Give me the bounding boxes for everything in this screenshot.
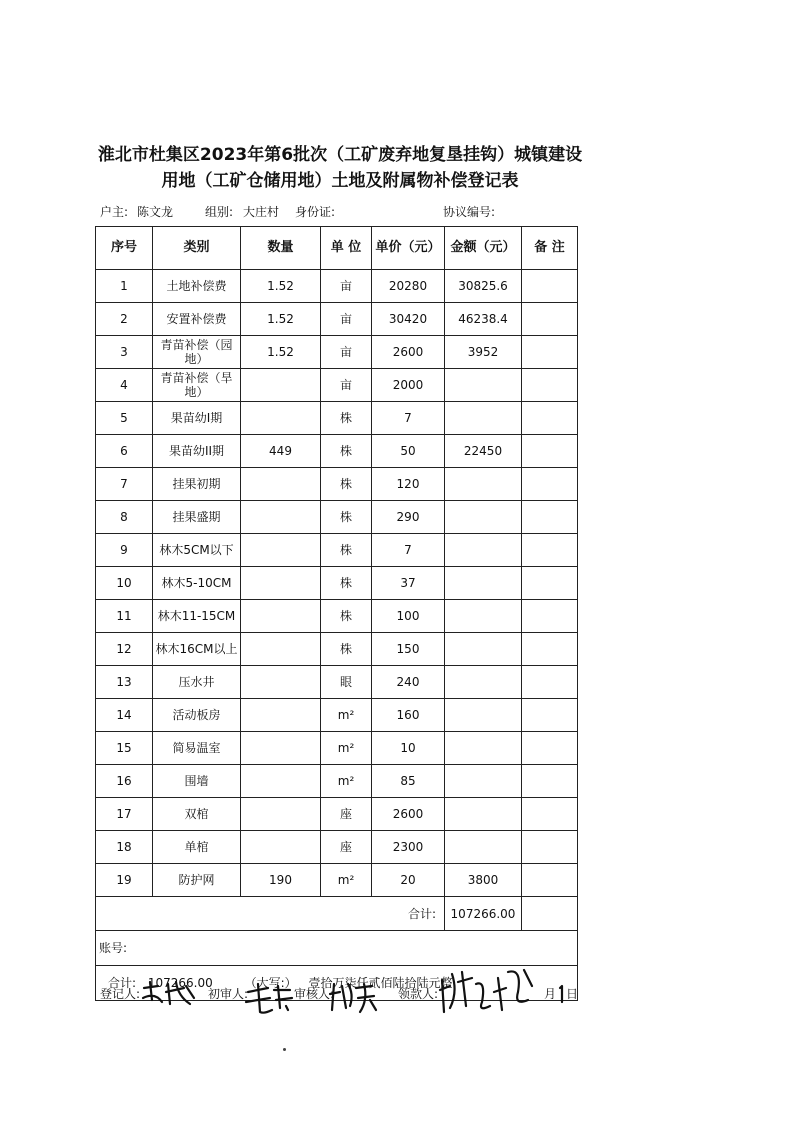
cell-note [522, 699, 578, 732]
cell-category: 安置补偿费 [153, 303, 241, 336]
cell-price: 2600 [372, 798, 445, 831]
payee-label: 领款人: [398, 987, 439, 1001]
form-title-line1: 淮北市杜集区2023年第6批次（工矿废弃地复垦挂钩）城镇建设 [97, 145, 583, 165]
cell-price: 7 [372, 402, 445, 435]
cell-amount [445, 732, 522, 765]
cell-unit: 株 [321, 534, 372, 567]
cell-price: 2600 [372, 336, 445, 369]
cell-unit: m² [321, 864, 372, 897]
table-row [96, 699, 578, 732]
cell-price: 290 [372, 501, 445, 534]
cell-unit: 座 [321, 831, 372, 864]
cell-no: 3 [96, 336, 153, 369]
cell-amount [445, 468, 522, 501]
table-row [96, 633, 578, 666]
registrar-label: 登记人: [100, 987, 141, 1001]
table-row [96, 468, 578, 501]
cell-unit: 亩 [321, 369, 372, 402]
form-title-line2: 用地（工矿仓储用地）土地及附属物补偿登记表 [161, 171, 519, 191]
header-amount: 金额（元） [445, 227, 522, 270]
cell-amount [445, 534, 522, 567]
summary-upper-label: （大写:） [244, 976, 297, 990]
cell-amount [445, 567, 522, 600]
cell-no: 13 [96, 666, 153, 699]
table-row [96, 501, 578, 534]
cell-unit: 株 [321, 501, 372, 534]
cell-no: 16 [96, 765, 153, 798]
cell-amount: 3800 [445, 864, 522, 897]
cell-price: 150 [372, 633, 445, 666]
cell-no: 10 [96, 567, 153, 600]
cell-qty: 1.52 [241, 270, 321, 303]
cell-no: 11 [96, 600, 153, 633]
header-unit-price: 单价（元） [372, 227, 445, 270]
account-label: 账号: [96, 931, 578, 966]
cell-unit: 株 [321, 468, 372, 501]
date-day-label: 日 [566, 987, 579, 1001]
table-row [96, 567, 578, 600]
cell-note [522, 831, 578, 864]
cell-amount: 3952 [445, 336, 522, 369]
cell-no: 6 [96, 435, 153, 468]
cell-note [522, 798, 578, 831]
cell-qty [241, 600, 321, 633]
cell-note [522, 270, 578, 303]
cell-no: 4 [96, 369, 153, 402]
registrar-signature [140, 978, 200, 1008]
cell-no: 2 [96, 303, 153, 336]
cell-unit: m² [321, 765, 372, 798]
cell-no: 5 [96, 402, 153, 435]
table-row [96, 666, 578, 699]
cell-qty [241, 831, 321, 864]
cell-qty [241, 798, 321, 831]
cell-unit: m² [321, 732, 372, 765]
cell-note [522, 336, 578, 369]
cell-note [522, 864, 578, 897]
cell-category: 挂果盛期 [153, 501, 241, 534]
cell-unit: m² [321, 699, 372, 732]
cell-qty [241, 369, 321, 402]
group-label: 组别: [205, 205, 234, 219]
cell-unit: 株 [321, 633, 372, 666]
table-row [96, 303, 578, 336]
cell-price: 2300 [372, 831, 445, 864]
cell-price: 7 [372, 534, 445, 567]
cell-amount [445, 633, 522, 666]
cell-qty [241, 699, 321, 732]
cell-category: 青苗补偿（旱地） [153, 369, 241, 402]
cell-category: 单棺 [153, 831, 241, 864]
cell-note [522, 369, 578, 402]
cell-unit: 株 [321, 402, 372, 435]
reviewer-signature [242, 982, 294, 1016]
cell-amount [445, 666, 522, 699]
table-row [96, 732, 578, 765]
cell-category: 土地补偿费 [153, 270, 241, 303]
cell-amount [445, 699, 522, 732]
cell-note [522, 402, 578, 435]
summary-label: 合计: [108, 976, 137, 990]
cell-amount [445, 501, 522, 534]
cell-price: 120 [372, 468, 445, 501]
cell-amount [445, 600, 522, 633]
cell-unit: 株 [321, 600, 372, 633]
account-row [96, 931, 578, 966]
header-unit: 单 位 [321, 227, 372, 270]
table-row [96, 435, 578, 468]
cell-category: 防护网 [153, 864, 241, 897]
cell-price: 160 [372, 699, 445, 732]
cell-qty [241, 666, 321, 699]
table-row [96, 402, 578, 435]
cell-category: 青苗补偿（园地） [153, 336, 241, 369]
group-name: 大庄村 [243, 205, 280, 219]
cell-category: 双棺 [153, 798, 241, 831]
cell-note [522, 666, 578, 699]
cell-amount [445, 402, 522, 435]
cell-qty [241, 501, 321, 534]
cell-note [522, 633, 578, 666]
cell-no: 12 [96, 633, 153, 666]
total-label: 合计: [96, 897, 445, 931]
agreement-number-label: 协议编号: [443, 205, 496, 219]
cell-price: 100 [372, 600, 445, 633]
cell-note [522, 732, 578, 765]
table-row [96, 534, 578, 567]
cell-qty [241, 765, 321, 798]
cell-price: 20 [372, 864, 445, 897]
cell-price: 50 [372, 435, 445, 468]
table-body [96, 270, 578, 897]
cell-unit: 株 [321, 567, 372, 600]
cell-no: 8 [96, 501, 153, 534]
cell-amount [445, 798, 522, 831]
scan-speck [283, 1048, 286, 1051]
cell-category: 简易温室 [153, 732, 241, 765]
cell-unit: 亩 [321, 303, 372, 336]
auditor-signature [328, 980, 380, 1014]
cell-amount [445, 765, 522, 798]
cell-price: 240 [372, 666, 445, 699]
cell-no: 1 [96, 270, 153, 303]
cell-note [522, 765, 578, 798]
cell-no: 19 [96, 864, 153, 897]
table-row [96, 798, 578, 831]
cell-unit: 亩 [321, 270, 372, 303]
header-quantity: 数量 [241, 227, 321, 270]
table-row [96, 600, 578, 633]
cell-category: 林木5-10CM [153, 567, 241, 600]
cell-category: 挂果初期 [153, 468, 241, 501]
cell-amount: 30825.6 [445, 270, 522, 303]
cell-category: 果苗幼II期 [153, 435, 241, 468]
payee-signature [436, 962, 546, 1018]
cell-qty [241, 402, 321, 435]
table-row [96, 864, 578, 897]
cell-note [522, 435, 578, 468]
header-note: 备 注 [522, 227, 578, 270]
cell-category: 林木11-15CM [153, 600, 241, 633]
cell-price: 37 [372, 567, 445, 600]
reviewer-label: 初审人: [208, 987, 249, 1001]
cell-qty [241, 633, 321, 666]
cell-price: 30420 [372, 303, 445, 336]
cell-price: 10 [372, 732, 445, 765]
cell-no: 18 [96, 831, 153, 864]
id-label: 身份证: [295, 205, 336, 219]
cell-category: 林木16CM以上 [153, 633, 241, 666]
cell-price: 2000 [372, 369, 445, 402]
cell-no: 9 [96, 534, 153, 567]
header-no: 序号 [96, 227, 153, 270]
cell-no: 15 [96, 732, 153, 765]
owner-label: 户主: [100, 205, 129, 219]
summary-amount: 107266.00 [147, 976, 213, 990]
cell-category: 果苗幼I期 [153, 402, 241, 435]
cell-note [522, 501, 578, 534]
cell-category: 围墙 [153, 765, 241, 798]
table-header-row [96, 227, 578, 270]
table-row [96, 336, 578, 369]
cell-amount: 22450 [445, 435, 522, 468]
cell-qty: 190 [241, 864, 321, 897]
cell-note [522, 303, 578, 336]
cell-qty [241, 468, 321, 501]
cell-unit: 眼 [321, 666, 372, 699]
cell-qty: 449 [241, 435, 321, 468]
date-month-suffix: 月 [544, 987, 557, 1001]
cell-price: 85 [372, 765, 445, 798]
cell-amount [445, 831, 522, 864]
cell-qty [241, 534, 321, 567]
header-category: 类别 [153, 227, 241, 270]
total-row [96, 897, 578, 931]
table-row [96, 270, 578, 303]
cell-note [522, 567, 578, 600]
cell-qty: 1.52 [241, 303, 321, 336]
cell-no: 7 [96, 468, 153, 501]
cell-unit: 株 [321, 435, 372, 468]
cell-unit: 亩 [321, 336, 372, 369]
cell-no: 17 [96, 798, 153, 831]
cell-note [522, 600, 578, 633]
cell-price: 20280 [372, 270, 445, 303]
cell-qty: 1.52 [241, 336, 321, 369]
cell-amount [445, 369, 522, 402]
cell-note [522, 468, 578, 501]
total-amount: 107266.00 [445, 897, 522, 931]
cell-unit: 座 [321, 798, 372, 831]
cell-category: 林木5CM以下 [153, 534, 241, 567]
auditor-label: 审核人: [294, 987, 335, 1001]
table-row [96, 765, 578, 798]
cell-no: 14 [96, 699, 153, 732]
owner-name: 陈文龙 [137, 205, 174, 219]
table-row [96, 369, 578, 402]
cell-amount: 46238.4 [445, 303, 522, 336]
compensation-table [95, 226, 578, 1001]
cell-qty [241, 567, 321, 600]
cell-qty [241, 732, 321, 765]
cell-note [522, 534, 578, 567]
summary-upper-value: 壹拾万柒仟贰佰陆拾陆元整 [308, 976, 453, 990]
total-note [522, 897, 578, 931]
table-row [96, 831, 578, 864]
cell-category: 活动板房 [153, 699, 241, 732]
cell-category: 压水井 [153, 666, 241, 699]
